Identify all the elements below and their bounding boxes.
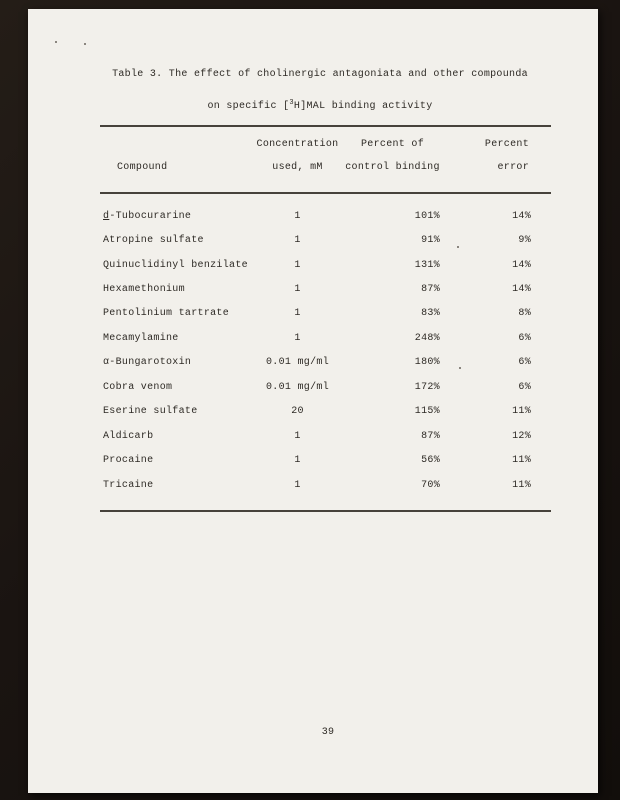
header-percent-error: Percent error bbox=[484, 139, 529, 173]
table-row bbox=[100, 228, 551, 252]
compound-text: Quinuclidinyl benzilate bbox=[103, 259, 248, 271]
concentration-cell: 1 bbox=[294, 308, 301, 320]
compound-text: Cobra venom bbox=[103, 381, 173, 393]
concentration-cell: 1 bbox=[294, 479, 301, 491]
binding-cell: 172% bbox=[414, 381, 440, 393]
concentration-cell: 1 bbox=[294, 235, 301, 247]
concentration-cell: 1 bbox=[294, 259, 301, 271]
compound-text: Procaine bbox=[103, 455, 154, 467]
table-row bbox=[100, 302, 551, 326]
compound-text: Mecamylamine bbox=[103, 332, 179, 344]
binding-cell: 87% bbox=[421, 284, 440, 296]
table-title-line1: Table 3. The effect of cholinergic antagoniata and other compounda bbox=[112, 69, 528, 80]
concentration-cell: 0.01 mg/ml bbox=[265, 357, 329, 369]
table-row bbox=[100, 351, 551, 375]
binding-cell: 83% bbox=[421, 308, 440, 320]
table-row bbox=[100, 448, 551, 472]
binding-cell: 91% bbox=[421, 235, 440, 247]
compound-text: Aldicarb bbox=[103, 430, 154, 442]
concentration-cell: 1 bbox=[294, 210, 301, 222]
compound-cell bbox=[100, 382, 250, 393]
table-body bbox=[100, 204, 551, 497]
compound-text: Tricaine bbox=[103, 479, 154, 491]
compound-cell bbox=[100, 480, 250, 491]
binding-cell: 87% bbox=[421, 430, 440, 442]
compound-text: -Tubocurarine bbox=[109, 210, 192, 222]
error-cell: 14% bbox=[512, 284, 531, 296]
header-compound: Compound bbox=[117, 162, 168, 173]
binding-cell: 101% bbox=[414, 210, 440, 222]
error-cell: 11% bbox=[512, 406, 531, 418]
error-cell: 14% bbox=[512, 210, 531, 222]
header-concentration: Concentration used, mM bbox=[256, 139, 339, 173]
compound-cell bbox=[100, 333, 250, 344]
table-title-line2: on specific [$^3$H]MAL binding activity bbox=[207, 99, 433, 112]
error-cell: 6% bbox=[518, 357, 531, 369]
compound-cell bbox=[100, 284, 250, 295]
binding-cell: 70% bbox=[421, 479, 440, 491]
page-number: 39 bbox=[321, 727, 335, 738]
table-header-row bbox=[100, 133, 551, 179]
concentration-cell: 20 bbox=[291, 406, 304, 418]
binding-cell: 56% bbox=[421, 455, 440, 467]
error-cell: 11% bbox=[512, 455, 531, 467]
scan-speck bbox=[84, 43, 86, 45]
table-row bbox=[100, 375, 551, 399]
table-header-rule bbox=[100, 192, 551, 194]
table-row bbox=[100, 424, 551, 448]
table-row bbox=[100, 473, 551, 497]
error-cell: 12% bbox=[512, 430, 531, 442]
table-row bbox=[100, 253, 551, 277]
binding-cell: 115% bbox=[414, 406, 440, 418]
table-row bbox=[100, 277, 551, 301]
header-control-binding: Percent of control binding bbox=[345, 139, 440, 173]
compound-cell bbox=[100, 431, 250, 442]
error-cell: 14% bbox=[512, 259, 531, 271]
compound-cell bbox=[100, 235, 250, 246]
concentration-cell: 0.01 mg/ml bbox=[265, 381, 329, 393]
error-cell: 8% bbox=[518, 308, 531, 320]
concentration-cell: 1 bbox=[294, 332, 301, 344]
compound-cell bbox=[100, 406, 250, 417]
table-row bbox=[100, 400, 551, 424]
concentration-cell: 1 bbox=[294, 284, 301, 296]
concentration-cell: 1 bbox=[294, 455, 301, 467]
compound-underlined-prefix: d bbox=[103, 210, 110, 222]
error-cell: 9% bbox=[518, 235, 531, 247]
table-bottom-rule bbox=[100, 510, 551, 512]
table-title bbox=[28, 61, 598, 121]
error-cell: 11% bbox=[512, 479, 531, 491]
scan-speck bbox=[55, 41, 57, 43]
compound-text: Pentolinium tartrate bbox=[103, 308, 230, 320]
binding-cell: 180% bbox=[414, 357, 440, 369]
compound-cell bbox=[100, 308, 250, 319]
compound-cell bbox=[100, 357, 250, 368]
compound-cell bbox=[100, 455, 250, 466]
table-row bbox=[100, 326, 551, 350]
document-page bbox=[28, 9, 598, 793]
concentration-cell: 1 bbox=[294, 430, 301, 442]
superscript-3: 3 bbox=[289, 99, 294, 107]
binding-cell: 131% bbox=[414, 259, 440, 271]
compound-cell bbox=[100, 211, 250, 222]
compound-text: Eserine sulfate bbox=[103, 406, 198, 418]
error-cell: 6% bbox=[518, 332, 531, 344]
compound-text: Atropine sulfate bbox=[103, 235, 204, 247]
compound-text: α-Bungarotoxin bbox=[103, 357, 192, 369]
table-row bbox=[100, 204, 551, 228]
compound-text: Hexamethonium bbox=[103, 284, 185, 296]
binding-cell: 248% bbox=[414, 332, 440, 344]
error-cell: 6% bbox=[518, 381, 531, 393]
table-top-rule bbox=[100, 125, 551, 127]
compound-cell bbox=[100, 260, 250, 271]
